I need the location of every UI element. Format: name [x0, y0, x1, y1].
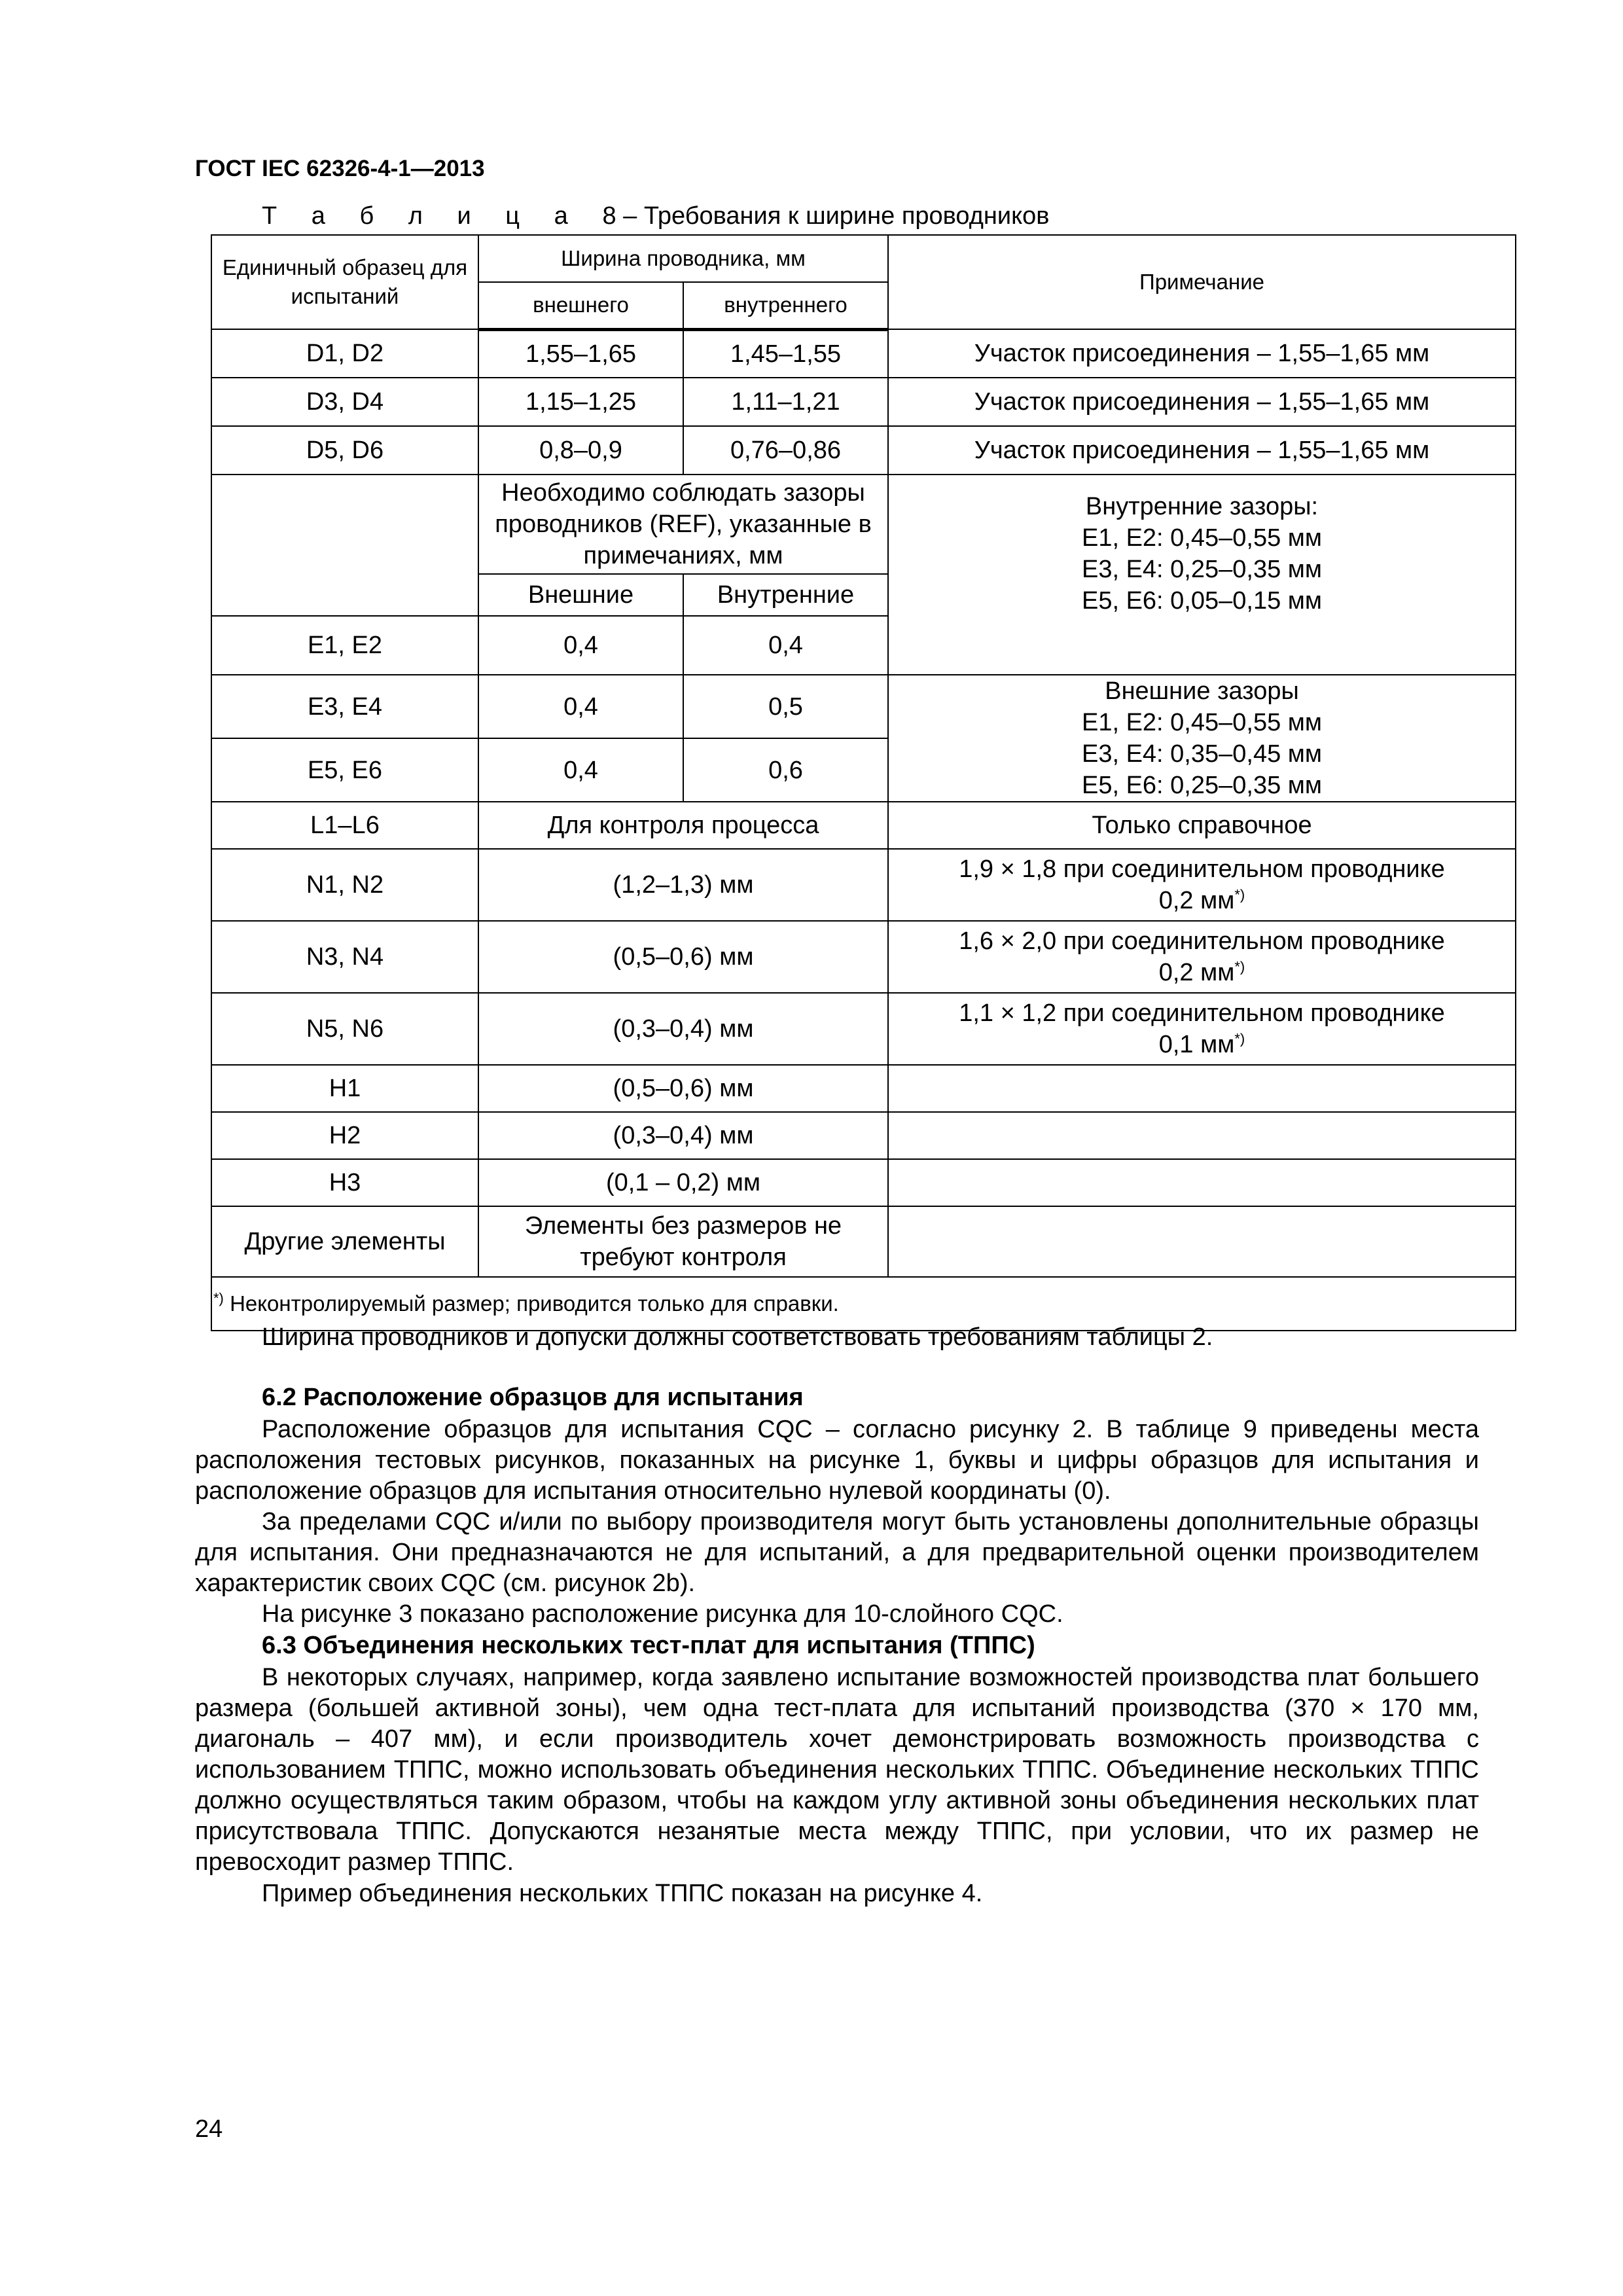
cell-value: Для контроля процесса: [478, 802, 888, 849]
paragraph-after-table: Ширина проводников и допуски должны соответствовать требованиям таблицы 2.: [262, 1323, 1213, 1351]
cell-external: 0,4: [478, 738, 683, 802]
footnote-mark: *): [1234, 958, 1245, 975]
table-row: [211, 1112, 1516, 1159]
cell-note: Участок присоединения – 1,55–1,65 мм: [888, 329, 1516, 378]
footnote-mark: *): [1234, 1030, 1245, 1047]
note-line: E1, E2: 0,45–0,55 мм: [1081, 524, 1323, 552]
paragraph: За пределами CQC и/или по выбору производителя могут быть установлены дополнительные образцы для испытания. Они предназначаются не для испытаний, а для предварительной оценки производителем характеристик своих CQC (см. рисунок 2b).: [195, 1508, 1479, 1597]
table-row: [211, 921, 1516, 993]
cell-sample: Другие элементы: [211, 1206, 478, 1277]
cell-note: Только справочное: [888, 802, 1516, 849]
cell-sample: N3, N4: [211, 921, 478, 993]
table-caption: [262, 202, 1050, 230]
conductor-width-table: [211, 234, 1516, 1331]
note-value: 0,2 мм: [1158, 887, 1235, 914]
note-line: E5, E6: 0,05–0,15 мм: [1081, 587, 1323, 615]
paragraph: В некоторых случаях, например, когда заявлено испытание возможностей производства плат большего размера (большей активной зоны), чем одна тест-плата для испытаний производства (370 × 170 мм, диагональ – 407 мм), и если производитель хочет демонстрировать возможность производства с использованием ТППС, можно использовать объединения нескольких ТППС. Объединение нескольких ТППС должно осуществляться таким образом, чтобы на каждом углу активной зоны объединения нескольких плат присутствовала ТППС. Допускаются незанятые места между ТППС, при условии, что их размер не превосходит размер ТППС.: [195, 1664, 1479, 1876]
cell-value: (0,3–0,4) мм: [478, 1112, 888, 1159]
cell-value: (0,5–0,6) мм: [478, 921, 888, 993]
cell-sample: E1, E2: [211, 616, 478, 675]
cell-value: (1,2–1,3) мм: [478, 849, 888, 921]
table-caption-text: 8 – Требования к ширине проводников: [602, 202, 1050, 230]
cell-internal: 0,4: [683, 616, 888, 675]
cell-sample: N5, N6: [211, 993, 478, 1065]
footnote-mark: *): [1234, 886, 1245, 903]
cell-note: [888, 849, 1516, 921]
cell-note-empty: [888, 1112, 1516, 1159]
section-heading-6-2: 6.2 Расположение образцов для испытания: [262, 1384, 804, 1411]
cell-sample: H1: [211, 1065, 478, 1112]
table-row: [211, 378, 1516, 426]
standard-designation: ГОСТ IEC 62326-4-1—2013: [195, 156, 485, 181]
cell-note: Участок присоединения – 1,55–1,65 мм: [888, 378, 1516, 426]
table-row: [211, 675, 1516, 738]
cell-sample: D3, D4: [211, 378, 478, 426]
cell-sample: D5, D6: [211, 426, 478, 475]
table-row: [211, 802, 1516, 849]
cell-note: [888, 993, 1516, 1065]
header-conductor-width: Ширина проводника, мм: [478, 235, 888, 282]
note-value: 0,1 мм: [1158, 1031, 1235, 1058]
cell-value: (0,5–0,6) мм: [478, 1065, 888, 1112]
cell-external: 1,15–1,25: [478, 378, 683, 426]
header-internal: внутреннего: [683, 282, 888, 329]
note-line: E5, E6: 0,25–0,35 мм: [1081, 772, 1323, 799]
note-line: E3, E4: 0,35–0,45 мм: [1081, 740, 1323, 768]
section-heading-6-3: 6.3 Объединения нескольких тест-плат для испытания (ТППС): [262, 1632, 1035, 1659]
cell-note-empty: [888, 1159, 1516, 1206]
cell-value: Элементы без размеров не требуют контроля: [478, 1206, 888, 1277]
header-sample: Единичный образец для испытаний: [211, 235, 478, 329]
cell-value: (0,1 – 0,2) мм: [478, 1159, 888, 1206]
note-line: 1,9 × 1,8 при соединительном проводнике: [959, 855, 1445, 883]
cell-sample: D1, D2: [211, 329, 478, 378]
gap-internal-label: Внутренние: [683, 574, 888, 616]
cell-value: (0,3–0,4) мм: [478, 993, 888, 1065]
cell-note: Участок присоединения – 1,55–1,65 мм: [888, 426, 1516, 475]
cell-external: 1,55–1,65: [478, 329, 683, 378]
cell-sample: N1, N2: [211, 849, 478, 921]
cell-sample-empty: [211, 475, 478, 616]
table-row: [211, 426, 1516, 475]
gap-block-header: Необходимо соблюдать зазоры проводников (REF), указанные в примечаниях, мм: [478, 475, 888, 574]
note-line: Внешние зазоры: [1105, 677, 1299, 705]
note-line: 1,6 × 2,0 при соединительном проводнике: [959, 927, 1445, 955]
cell-note-empty: [888, 1065, 1516, 1112]
table-row: [211, 1206, 1516, 1277]
table-row: [211, 329, 1516, 378]
note-value: 0,2 мм: [1158, 959, 1235, 986]
cell-note: [888, 921, 1516, 993]
paragraph: На рисунке 3 показано расположение рисунка для 10-слойного CQC.: [262, 1600, 1063, 1628]
note-line: E3, E4: 0,25–0,35 мм: [1081, 556, 1323, 583]
cell-internal: 1,45–1,55: [683, 329, 888, 378]
header-note: Примечание: [888, 235, 1516, 329]
cell-note-empty: [888, 1206, 1516, 1277]
gap-external-label: Внешние: [478, 574, 683, 616]
footnote-mark: *): [213, 1290, 224, 1306]
note-external-gaps: [888, 675, 1516, 802]
header-external: внешнего: [478, 282, 683, 329]
cell-internal: 0,76–0,86: [683, 426, 888, 475]
cell-sample: L1–L6: [211, 802, 478, 849]
cell-internal: 0,6: [683, 738, 888, 802]
cell-external: 0,8–0,9: [478, 426, 683, 475]
table-caption-prefix: Т а б л и ц а: [262, 202, 582, 230]
note-line: 1,1 × 1,2 при соединительном проводнике: [959, 999, 1445, 1027]
table-row: [211, 993, 1516, 1065]
cell-sample: H3: [211, 1159, 478, 1206]
cell-external: 0,4: [478, 616, 683, 675]
table-row: [211, 849, 1516, 921]
cell-sample: H2: [211, 1112, 478, 1159]
note-internal-gaps: [888, 475, 1516, 675]
cell-external: 0,4: [478, 675, 683, 738]
paragraph: Расположение образцов для испытания CQC – согласно рисунку 2. В таблице 9 приведены места расположения тестовых рисунков, показанных на рисунке 1, буквы и цифры образцов для испытания и расположение образцов для испытания относительно нулевой координаты (0).: [195, 1416, 1479, 1505]
page-number: 24: [195, 2115, 223, 2143]
table-row: [211, 1065, 1516, 1112]
cell-sample: E3, E4: [211, 675, 478, 738]
note-line: E1, E2: 0,45–0,55 мм: [1081, 709, 1323, 736]
cell-internal: 1,11–1,21: [683, 378, 888, 426]
cell-internal: 0,5: [683, 675, 888, 738]
note-line: [894, 885, 1510, 916]
table-row: [211, 475, 1516, 574]
paragraph: Пример объединения нескольких ТППС показан на рисунке 4.: [262, 1880, 983, 1907]
note-line: [894, 1029, 1510, 1060]
table-row: [211, 1159, 1516, 1206]
cell-sample: E5, E6: [211, 738, 478, 802]
footnote-text: Неконтролируемый размер; приводится только для справки.: [230, 1291, 839, 1316]
note-line: [894, 957, 1510, 988]
note-line: Внутренние зазоры:: [1085, 493, 1319, 520]
